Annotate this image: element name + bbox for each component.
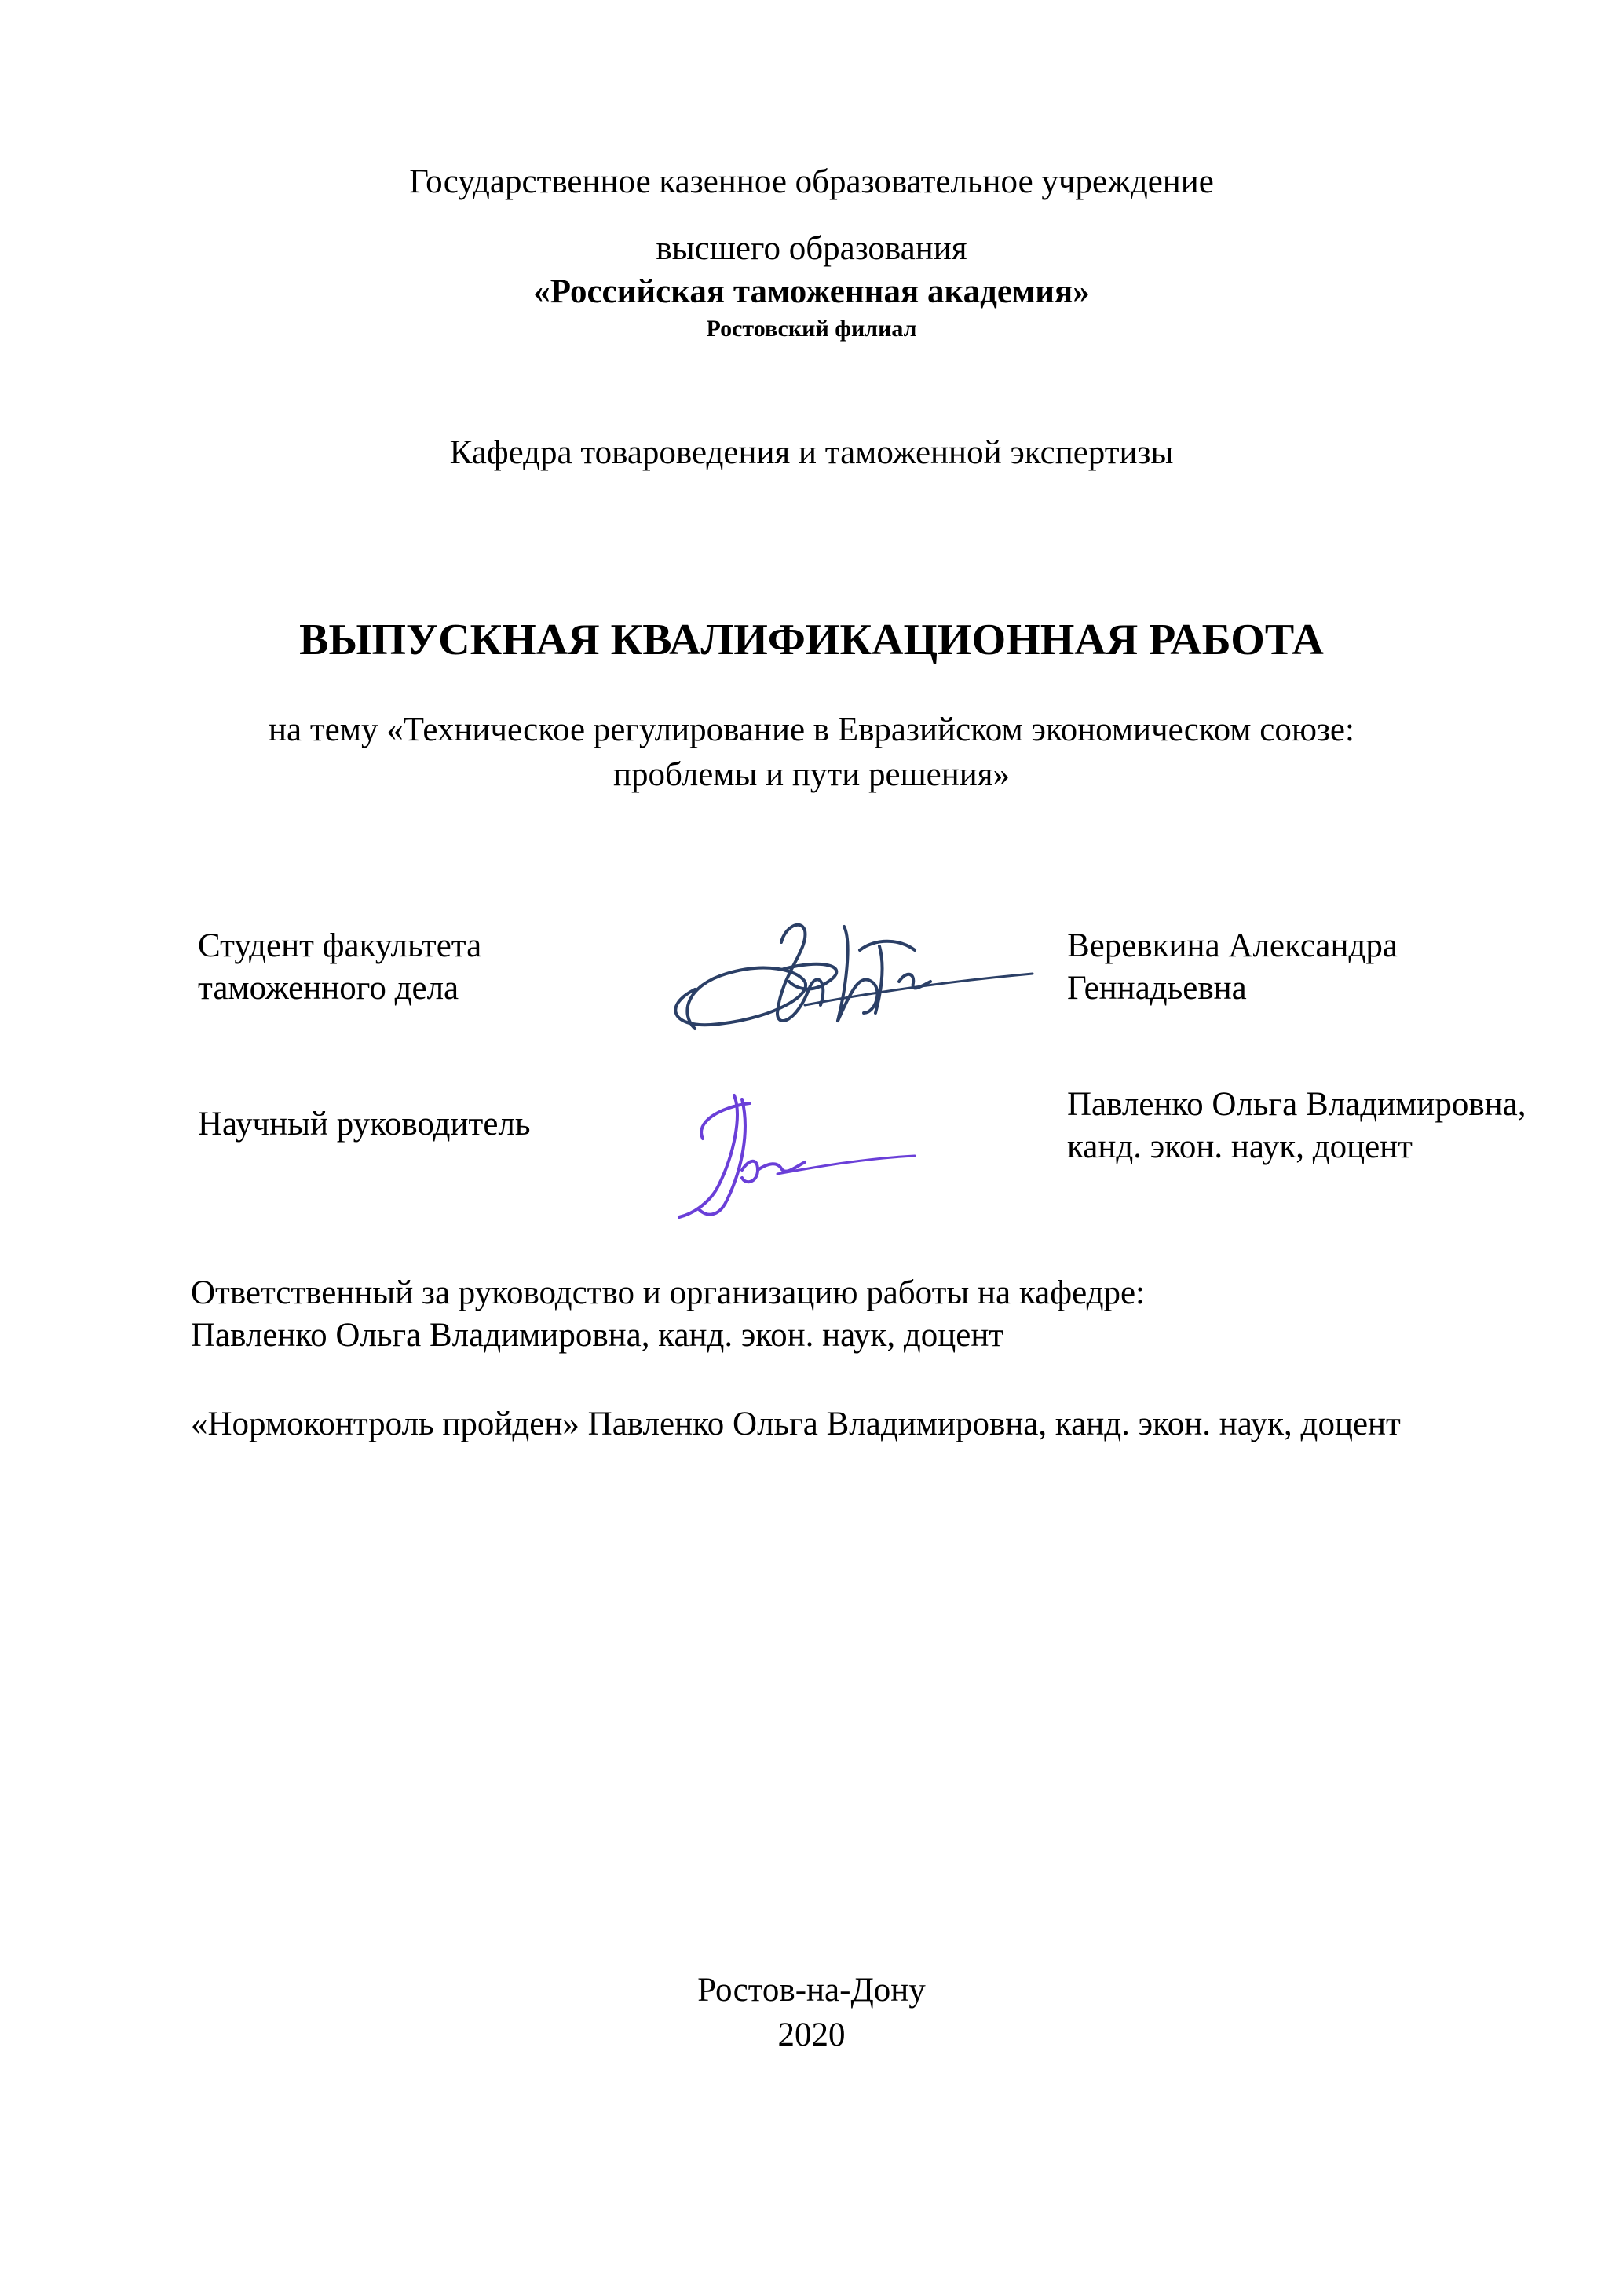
institution-line-2: высшего образования [656,230,967,267]
responsible-line-1: Ответственный за руководство и организацию работы на кафедре: [191,1274,1146,1311]
student-role-line-2: таможенного дела [198,970,459,1007]
branch-name: Ростовский филиал [706,316,917,342]
work-topic-line-2: проблемы и пути решения» [612,756,1011,793]
supervisor-name [1067,1084,1526,1168]
work-title: ВЫПУСКНАЯ КВАЛИФИКАЦИОННАЯ РАБОТА [299,616,1324,664]
academy-name: «Российская таможенная академия» [533,273,1090,310]
supervisor-role: Научный руководитель [198,1106,531,1143]
responsible-block [191,1272,1145,1357]
student-name-line-2: Геннадьевна [1067,970,1247,1007]
student-name [1067,925,1398,1010]
footer-city: Ростов-на-Дону [697,1972,926,2009]
student-role-line-1: Студент факультета [198,927,482,964]
supervisor-signature-drawing [663,1084,930,1225]
supervisor-name-line-1: Павленко Ольга Владимировна, [1067,1086,1526,1123]
normcontrol-statement: «Нормоконтроль пройден» Павленко Ольга Владимировна, канд. экон. наук, доцент [191,1406,1401,1442]
responsible-line-2: Павленко Ольга Владимировна, канд. экон. наук, доцент [191,1317,1004,1354]
work-topic-line-1: на тему «Техническое регулирование в Евразийском экономическом союзе: [269,711,1354,748]
department-name: Кафедра товароведения и таможенной экспертизы [449,434,1174,471]
footer-year: 2020 [777,2016,846,2053]
institution-line-1: Государственное казенное образовательное учреждение [409,163,1214,200]
supervisor-signature [663,1084,930,1225]
student-signature [663,895,1040,1052]
supervisor-name-line-2: канд. экон. наук, доцент [1067,1128,1413,1165]
student-signature-drawing [663,895,1040,1052]
student-name-line-1: Веревкина Александра [1067,927,1398,964]
student-role [198,925,481,1010]
